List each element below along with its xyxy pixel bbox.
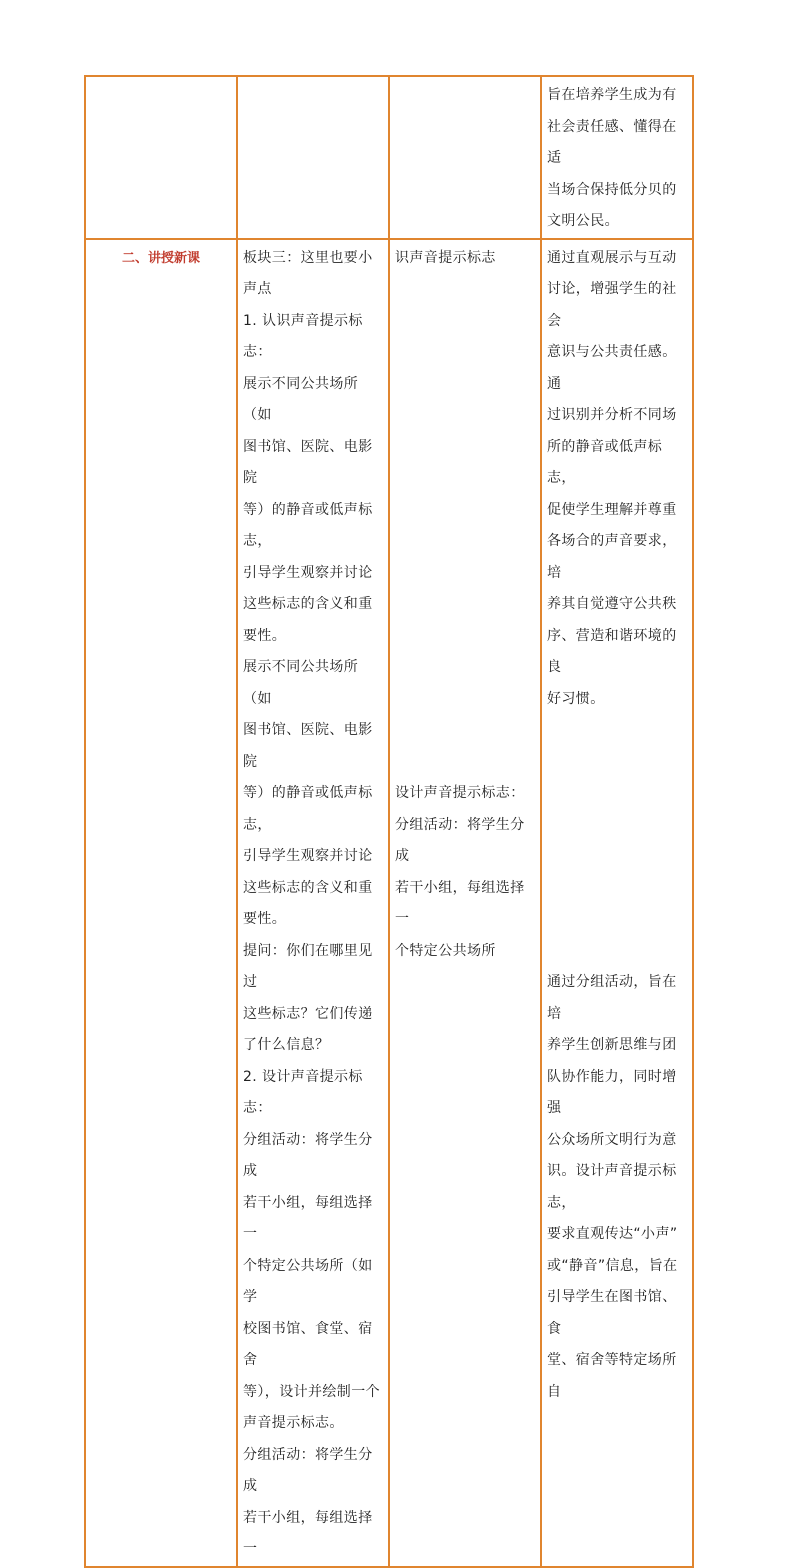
text-line: 识。设计声音提示标志， (547, 1163, 677, 1211)
row2-teaching-stage-cell (85, 239, 237, 1567)
text-line: 等），设计并绘制一个 (243, 1383, 380, 1400)
section-title: 二、讲授新课 (121, 250, 200, 266)
text-line: 好习惯。 (547, 690, 605, 707)
text-line: 图书馆、医院、电影院 (243, 722, 373, 770)
text-line: 个特定公共场所 (395, 942, 496, 959)
text-line: 通过直观展示与互动 (547, 249, 677, 266)
text-line: 讨论，增强学生的社会 (547, 281, 677, 329)
text-line: 促使学生理解并尊重 (547, 501, 677, 518)
row1-teaching-stage-cell (85, 76, 237, 239)
text-line: 文明公民。 (547, 213, 619, 229)
text-line: 或“静音”信息，旨在 (547, 1257, 678, 1274)
text-line: 校图书馆、食堂、宿舍 (243, 1320, 373, 1368)
text-line: 引导学生在图书馆、食 (547, 1289, 677, 1337)
text-line: 板块三：这里也要小 (243, 249, 373, 266)
text-line: 展示不同公共场所（如 (243, 375, 359, 423)
text-line: 这些标志？它们传递 (243, 1005, 373, 1022)
text-line: 过识别并分析不同场 (547, 407, 677, 423)
text-line: 声点 (243, 281, 272, 297)
text-line: 要性。 (243, 627, 287, 644)
text-line: 图书馆、医院、电影院 (243, 438, 373, 486)
text-line: 等）的静音或低声标志， (243, 785, 373, 833)
text-line: 队协作能力，同时增强 (547, 1068, 677, 1116)
text-line: 等）的静音或低声标志， (243, 501, 373, 549)
text-line: 养其自觉遵守公共秩 (547, 596, 677, 612)
text-line: 识声音提示标志 (395, 249, 496, 266)
text-line: 通过分组活动，旨在培 (547, 974, 677, 1022)
lesson-plan-table (84, 75, 694, 1568)
text-line: 堂、宿舍等特定场所自 (547, 1352, 677, 1400)
row1-teacher-activity-cell (237, 76, 389, 239)
text-line: 个特定公共场所（如学 (243, 1257, 373, 1305)
text-line: 若干小组，每组选择一 (243, 1194, 373, 1242)
text-line: 公众场所文明行为意 (547, 1131, 677, 1148)
text-line: 设计声音提示标志： (395, 785, 525, 801)
text-line: 2. 设计声音提示标志： (243, 1068, 363, 1116)
text-line: 旨在培养学生成为有 (547, 87, 677, 103)
text-line: 若干小组，每组选择一 (395, 879, 525, 927)
text-line: 分组活动：将学生分成 (243, 1131, 373, 1179)
row1-design-intent-cell (541, 76, 693, 239)
text-line: 引导学生观察并讨论 (243, 564, 373, 581)
text-line: 分组活动：将学生分成 (243, 1446, 373, 1494)
table-row (85, 239, 693, 1567)
spacer (547, 715, 687, 967)
text-line: 要性。 (243, 911, 287, 927)
text-line: 1. 认识声音提示标志： (243, 312, 363, 360)
row2-student-activity-cell (389, 239, 541, 1567)
text-line: 分组活动：将学生分成 (395, 816, 525, 864)
text-line: 引导学生观察并讨论 (243, 848, 373, 864)
text-line: 序、营造和谐环境的良 (547, 627, 677, 675)
text-line: 当场合保持低分贝的 (547, 181, 677, 198)
text-line: 了什么信息？ (243, 1037, 330, 1053)
text-line: 提问：你们在哪里见过 (243, 942, 373, 990)
text-line: 社会责任感、懂得在适 (547, 118, 677, 166)
text-line: 要求直观传达“小声” (547, 1226, 678, 1242)
text-line: 各场合的声音要求，培 (547, 533, 677, 581)
text-line: 这些标志的含义和重 (243, 879, 373, 896)
text-line: 这些标志的含义和重 (243, 596, 373, 612)
table-row (85, 76, 693, 239)
text-line: 若干小组，每组选择一 (243, 1509, 373, 1557)
spacer (395, 274, 535, 778)
text-line: 养学生创新思维与团 (547, 1037, 677, 1053)
text-line: 所的静音或低声标志， (547, 438, 663, 486)
row2-design-intent-cell (541, 239, 693, 1567)
text-line: 声音提示标志。 (243, 1415, 344, 1431)
text-line: 展示不同公共场所（如 (243, 659, 359, 707)
text-line: 意识与公共责任感。通 (547, 344, 677, 392)
row1-student-activity-cell (389, 76, 541, 239)
row2-teacher-activity-cell (237, 239, 389, 1567)
